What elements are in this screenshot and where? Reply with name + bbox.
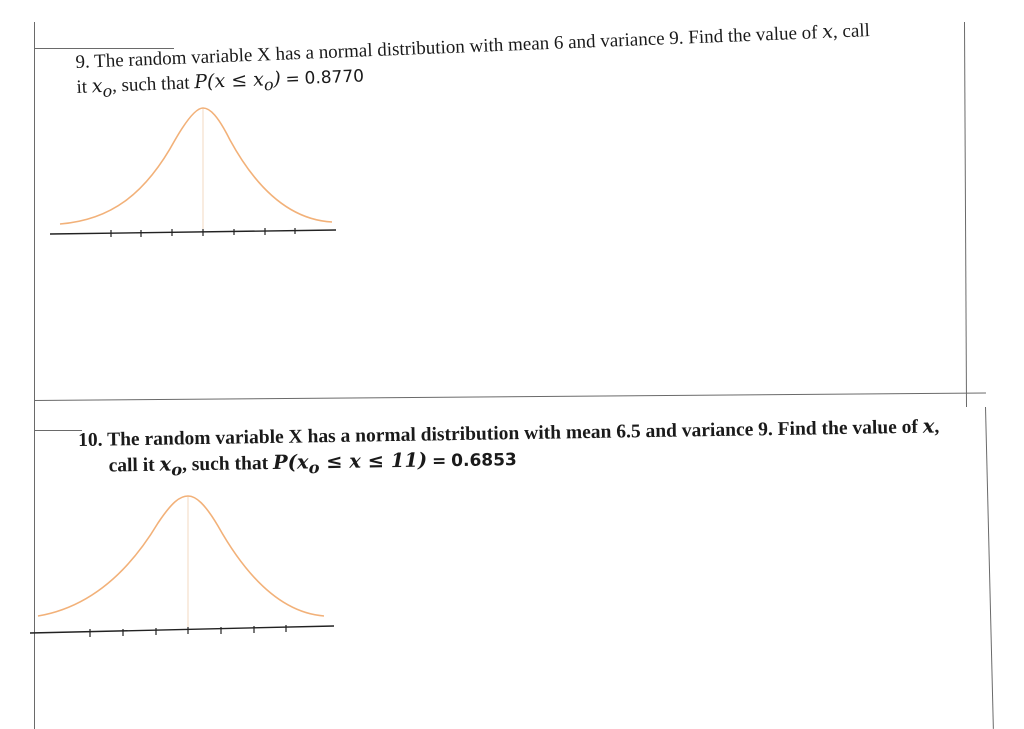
line2-prefix: it: [76, 76, 88, 98]
right-border-line-lower: [985, 407, 994, 729]
equals-sign: =: [431, 451, 447, 472]
subscript: o: [308, 458, 320, 478]
equals-sign: =: [285, 69, 301, 90]
variable-x: x: [821, 20, 834, 43]
close-paren: ): [272, 67, 282, 91]
horizontal-axis: [50, 230, 336, 234]
problem-10-text: [78, 413, 940, 483]
section-divider-line: [34, 393, 986, 401]
subscript: o: [171, 460, 183, 480]
section-divider-line-2: [34, 430, 82, 431]
call-text: ,: [934, 416, 940, 438]
bell-curve: [38, 496, 324, 616]
such-that-text: , such that: [181, 453, 269, 476]
subscript: o: [102, 81, 113, 101]
variable-x: x: [922, 414, 935, 438]
probability-expression: P(x: [272, 450, 309, 474]
probability-value: 0.8770: [304, 66, 365, 89]
subscript: o: [263, 74, 274, 95]
right-border-line: [964, 22, 967, 407]
variable-x0: x: [91, 74, 103, 98]
normal-curve-sketch-9: [50, 100, 340, 240]
problem-statement: The random variable X has a normal distribution with mean 6.5 and variance 9. Find the value of: [106, 416, 919, 451]
such-that-text: , such that: [111, 72, 190, 97]
close-paren: ): [417, 448, 428, 472]
bell-curve: [60, 108, 332, 224]
probability-value: 0.6853: [451, 450, 517, 472]
line2-prefix: call it: [108, 454, 155, 477]
normal-curve-sketch-10: [30, 488, 340, 638]
problem-number: 9.: [75, 51, 91, 73]
problem-statement: The random variable X has a normal distribution with mean 6 and variance 9. Find the value of: [93, 22, 818, 73]
problem-9-text: [75, 18, 872, 105]
probability-expression: P(x ≤ x: [193, 68, 265, 94]
horizontal-axis: [30, 626, 334, 633]
probability-middle: ≤ x ≤ 11: [319, 448, 419, 474]
call-text: , call: [832, 20, 871, 43]
problem-number: 10.: [78, 429, 103, 451]
variable-x0: x: [159, 452, 172, 476]
